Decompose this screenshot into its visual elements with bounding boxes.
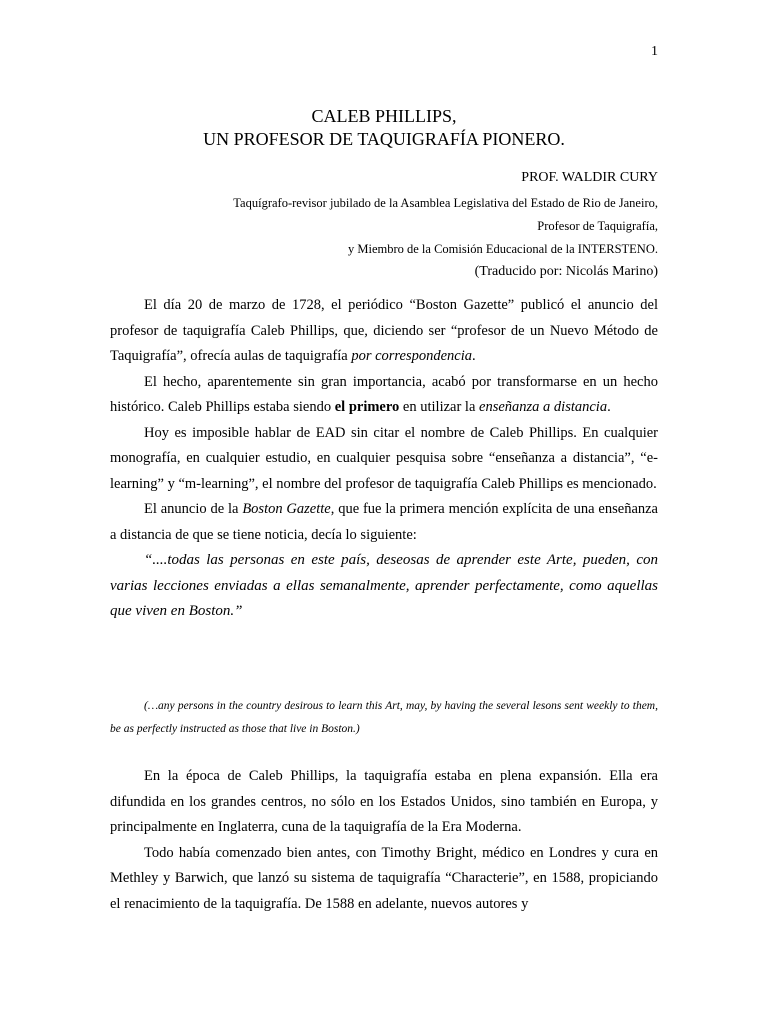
title-line-2: UN PROFESOR DE TAQUIGRAFÍA PIONERO. (203, 129, 565, 149)
paragraph-5: En la época de Caleb Phillips, la taquigrafía estaba en plena expansión. Ella era difundida en los grandes centros, no sólo en los Estados Unidos, sino también en Europa, y principalmente en Inglaterra, cuna de la taquigrafía de la Era Moderna. (110, 768, 658, 835)
paragraph-4-end: , que fue la primera mención explícita de una enseñanza a distancia de que se tiene noticia, decía lo siguiente: (110, 501, 658, 543)
paragraph-3: Hoy es imposible hablar de EAD sin citar el nombre de Caleb Phillips. En cualquier monografía, en cualquier estudio, en cualquier pesquisa sobre “enseñanza a distancia”, “e-learning” y “m-learning”, el nombre del profesor de taquigrafía Caleb Phillips es mencionado. (110, 424, 658, 492)
page-number: 1 (651, 44, 658, 59)
author-affiliation-line-3: y Miembro de la Comisión Educacional de la INTERSTENO. (347, 242, 658, 256)
paragraph-4-text: El anuncio de la (144, 501, 243, 517)
paragraph-1-text: El día 20 de marzo de 1728, el periódico “Boston Gazette” publicó el anuncio del profesor de taquigrafía Caleb Phillips, que, diciendo ser “profesor de un Nuevo Método de Taquigrafía”, ofrecía aulas de taquigrafía (110, 297, 658, 364)
paragraph-2 (110, 370, 658, 421)
translator-credit: (Traducido por: Nicolás Marino) (474, 264, 658, 279)
body-section-2 (110, 764, 658, 917)
title-line-1: CALEB PHILLIPS, (311, 106, 457, 126)
paragraph-4-emphasis: Boston Gazette (242, 501, 331, 517)
paragraph-2-text: El hecho, aparentemente sin gran importancia, acabó por transformarse en un hecho histórico. Caleb Phillips estaba siendo (110, 373, 658, 415)
spanish-quote: “....todas las personas en este país, deseosas de aprender este Arte, pueden, con varias lecciones enviadas a ellas semanalmente, aprender perfectamente, como aquellas que viven en Boston.” (110, 552, 658, 619)
paragraph-4 (110, 497, 658, 548)
paragraph-1 (110, 293, 658, 370)
body-section-1 (110, 293, 658, 625)
author-affiliation-line-2: Profesor de Taquigrafía, (537, 219, 658, 233)
paragraph-1-end: . (472, 348, 476, 364)
paragraph-1-emphasis: por correspondencia (351, 348, 473, 364)
author-name: PROF. WALDIR CURY (521, 170, 658, 185)
paragraph-2-emphasis: enseñanza a distancia (479, 399, 608, 415)
paragraph-2-end: . (607, 399, 611, 415)
paragraph-6: Todo había comenzado bien antes, con Timothy Bright, médico en Londres y cura en Methley y Barwich, que lanzó su sistema de taquigrafía “Characterie”, en 1588, propiciando el renacimiento de la taquigrafía. De 1588 en adelante, nuevos autores y (110, 844, 658, 912)
english-quote: (…any persons in the country desirous to learn this Art, may, by having the several lesons sent weekly to them, be as perfectly instructed as those that live in Boston.) (110, 700, 658, 735)
document-title (0, 105, 768, 151)
author-affiliation-line-1: Taquígrafo-revisor jubilado de la Asamblea Legislativa del Estado de Rio de Janeiro, (233, 196, 658, 210)
paragraph-2-middle: en utilizar la (399, 399, 480, 415)
paragraph-2-bold: el primero (334, 399, 400, 415)
